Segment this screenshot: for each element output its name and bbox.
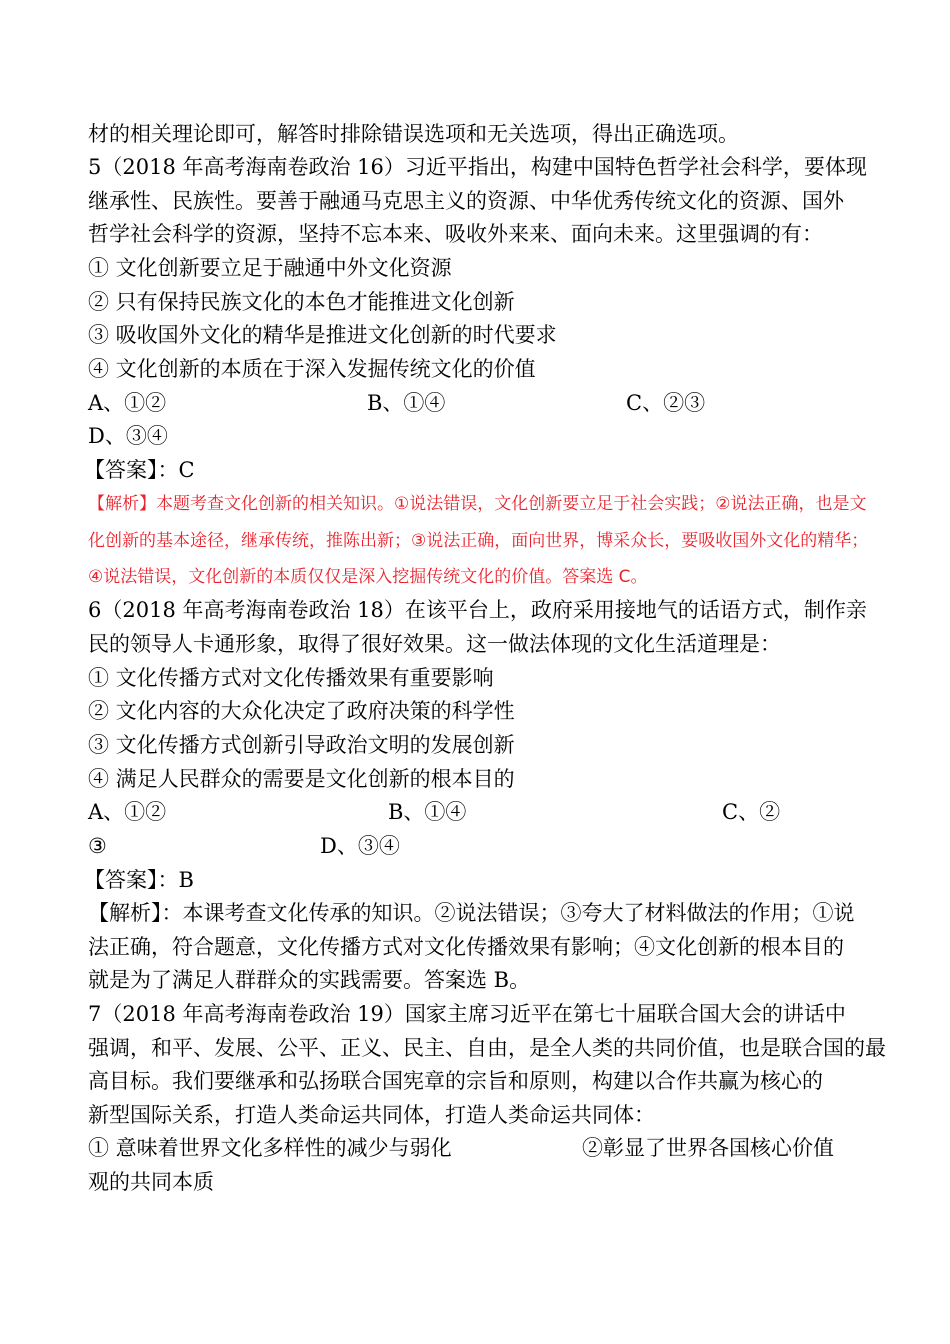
q5-option-c: C、②③ — [626, 391, 706, 415]
q5-option-d: D、③④ — [88, 424, 168, 448]
q7-stem-line-3: 高目标。我们要继承和弘扬联合国宪章的宗旨和原则，构建以合作共赢为核心的 — [88, 1069, 823, 1093]
q6-item-4: ④ 满足人民群众的需要是文化创新的根本目的 — [88, 767, 515, 791]
q6-analysis-line-1: 【解析】：本课考查文化传承的知识。②说法错误；③夸大了材料做法的作用；①说 — [88, 901, 855, 925]
q7-item-2-continued: 观的共同本质 — [88, 1170, 214, 1194]
q5-item-3: ③ 吸收国外文化的精华是推进文化创新的时代要求 — [88, 323, 557, 347]
q5-stem-line-1: 5（2018 年高考海南卷政治 16）习近平指出，构建中国特色哲学社会科学，要体现 — [88, 155, 867, 179]
q7-item-2: ②彰显了世界各国核心价值 — [582, 1136, 834, 1160]
q6-analysis-line-2: 法正确，符合题意，文化传播方式对文化传播效果有影响；④文化创新的根本目的 — [88, 935, 844, 959]
previous-analysis-tail: 材的相关理论即可，解答时排除错误选项和无关选项，得出正确选项。 — [88, 122, 739, 146]
q5-analysis-line-1: 【解析】本题考查文化创新的相关知识。①说法错误，文化创新要立足于社会实践；②说法正确，也是文 — [88, 494, 867, 514]
q7-stem-line-1: 7（2018 年高考海南卷政治 19）国家主席习近平在第七十届联合国大会的讲话中 — [88, 1002, 846, 1026]
q5-analysis-line-2: 化创新的基本途径，继承传统，推陈出新；③说法正确，面向世界，博采众长，要吸收国外文化的精华； — [88, 531, 869, 551]
q5-item-1: ① 文化创新要立足于融通中外文化资源 — [88, 256, 452, 280]
q5-stem-line-2: 继承性、民族性。要善于融通马克思主义的资源、中华优秀传统文化的资源、国外 — [88, 189, 844, 213]
q6-item-2: ② 文化内容的大众化决定了政府决策的科学性 — [88, 699, 515, 723]
q6-option-c-continued: ③ — [88, 834, 107, 858]
q7-stem-line-2: 强调，和平、发展、公平、正义、民主、自由，是全人类的共同价值，也是联合国的最 — [88, 1036, 886, 1060]
q6-item-3: ③ 文化传播方式创新引导政治文明的发展创新 — [88, 733, 515, 757]
q6-item-1: ① 文化传播方式对文化传播效果有重要影响 — [88, 666, 494, 690]
q5-answer: 【答案】：C — [84, 458, 195, 482]
q6-option-d: D、③④ — [320, 834, 400, 858]
q6-analysis-line-3: 就是为了满足人群群众的实践需要。答案选 B。 — [88, 968, 531, 992]
q5-stem-line-3: 哲学社会科学的资源，坚持不忘本来、吸收外来来、面向未来。这里强调的有： — [88, 222, 823, 246]
q6-stem-line-1: 6（2018 年高考海南卷政治 18）在该平台上，政府采用接地气的话语方式，制作亲 — [88, 598, 867, 622]
q6-option-a: A、①② — [88, 800, 167, 824]
q5-item-4: ④ 文化创新的本质在于深入发掘传统文化的价值 — [88, 357, 536, 381]
q5-option-a: A、①② — [88, 391, 167, 415]
q6-answer: 【答案】：B — [84, 868, 194, 892]
q5-analysis-line-3: ④说法错误，文化创新的本质仅仅是深入挖掘传统文化的价值。答案选 C。 — [88, 567, 648, 587]
q6-option-c: C、② — [722, 800, 781, 824]
q5-item-2: ② 只有保持民族文化的本色才能推进文化创新 — [88, 290, 515, 314]
q6-stem-line-2: 民的领导人卡通形象，取得了很好效果。这一做法体现的文化生活道理是： — [88, 632, 781, 656]
q5-option-b: B、①④ — [367, 391, 446, 415]
q7-item-1: ① 意味着世界文化多样性的减少与弱化 — [88, 1136, 452, 1160]
q7-stem-line-4: 新型国际关系，打造人类命运共同体，打造人类命运共同体： — [88, 1103, 655, 1127]
q6-option-b: B、①④ — [388, 800, 467, 824]
